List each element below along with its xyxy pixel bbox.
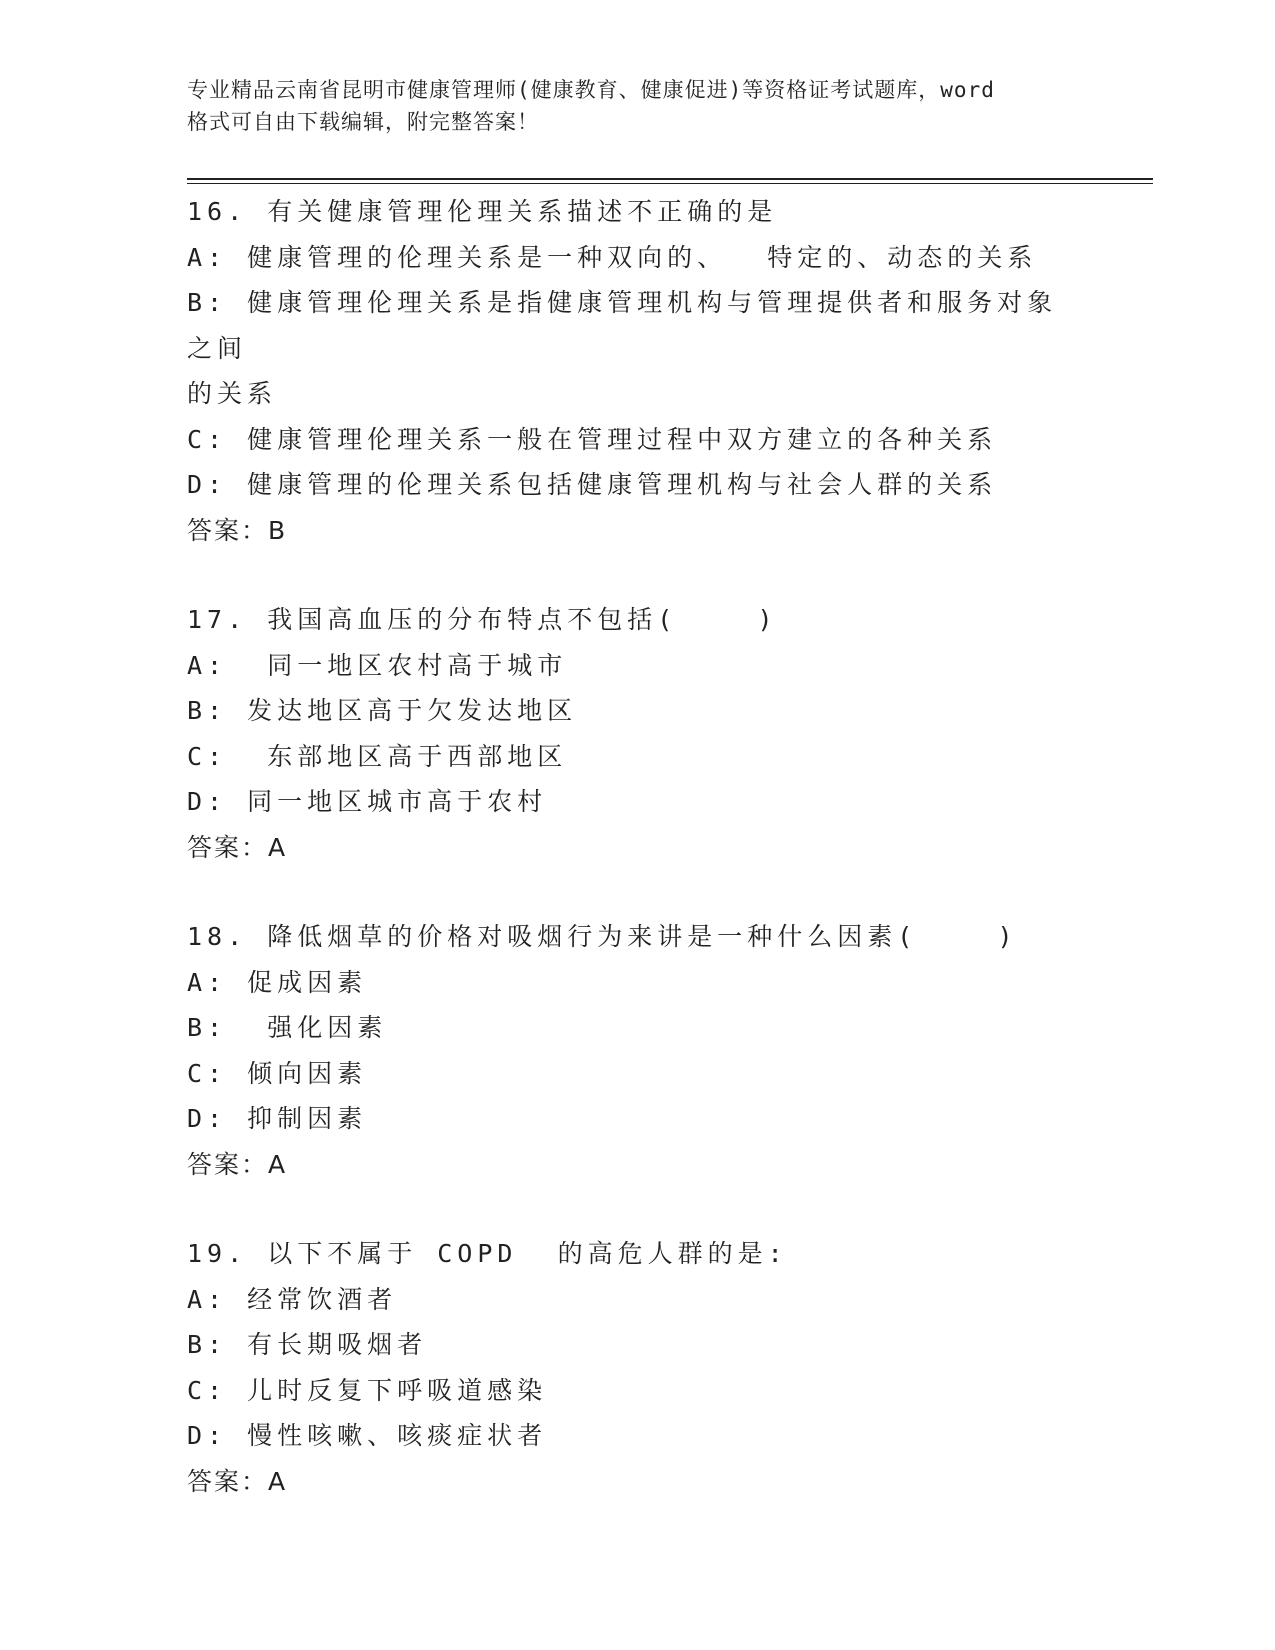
option-b: B: 发达地区高于欠发达地区 xyxy=(187,696,578,725)
answer: 答案：A xyxy=(187,1149,288,1179)
answer: 答案：B xyxy=(187,515,288,545)
option-d: D: 抑制因素 xyxy=(187,1104,368,1133)
option-c: C: 东部地区高于西部地区 xyxy=(187,741,568,771)
option-b-continued: 的关系 xyxy=(187,379,278,408)
option-c: C: 倾向因素 xyxy=(187,1058,368,1088)
option-b: B: 有长期吸烟者 xyxy=(187,1330,428,1359)
header-line-1: 专业精品云南省昆明市健康管理师(健康教育、健康促进)等资格证考试题库，word xyxy=(187,78,995,102)
question-stem: 19. 以下不属于 COPD 的高危人群的是: xyxy=(187,1239,788,1268)
option-a: A: 同一地区农村高于城市 xyxy=(187,650,568,680)
header-divider-thin xyxy=(187,183,1153,184)
option-c: C: 健康管理伦理关系一般在管理过程中双方建立的各种关系 xyxy=(187,424,998,454)
question-stem: 18. 降低烟草的价格对吸烟行为来讲是一种什么因素( ) xyxy=(187,922,1018,951)
header-line-2: 格式可自由下载编辑，附完整答案！ xyxy=(187,110,539,134)
option-a: A: 促成因素 xyxy=(187,967,368,997)
question-17 xyxy=(187,597,1087,870)
question-stem: 16. 有关健康管理伦理关系描述不正确的是 xyxy=(187,197,778,226)
document-header xyxy=(187,74,1087,138)
header-divider-thick xyxy=(187,178,1153,180)
option-d: D: 慢性咳嗽、咳痰症状者 xyxy=(187,1421,548,1450)
option-b: B: 强化因素 xyxy=(187,1013,388,1042)
question-18 xyxy=(187,914,1087,1187)
question-19 xyxy=(187,1231,1087,1504)
answer: 答案：A xyxy=(187,832,288,862)
question-stem: 17. 我国高血压的分布特点不包括( ) xyxy=(187,605,778,634)
option-a: A: 经常饮酒者 xyxy=(187,1284,398,1314)
option-d: D: 健康管理的伦理关系包括健康管理机构与社会人群的关系 xyxy=(187,470,998,499)
option-c: C: 儿时反复下呼吸道感染 xyxy=(187,1375,548,1405)
option-d: D: 同一地区城市高于农村 xyxy=(187,787,548,816)
question-16 xyxy=(187,189,1087,553)
option-a: A: 健康管理的伦理关系是一种双向的、 特定的、动态的关系 xyxy=(187,242,1038,272)
question-list xyxy=(187,189,1087,1548)
option-b: B: 健康管理伦理关系是指健康管理机构与管理提供者和服务对象之间 xyxy=(187,288,1058,363)
answer: 答案：A xyxy=(187,1466,288,1496)
